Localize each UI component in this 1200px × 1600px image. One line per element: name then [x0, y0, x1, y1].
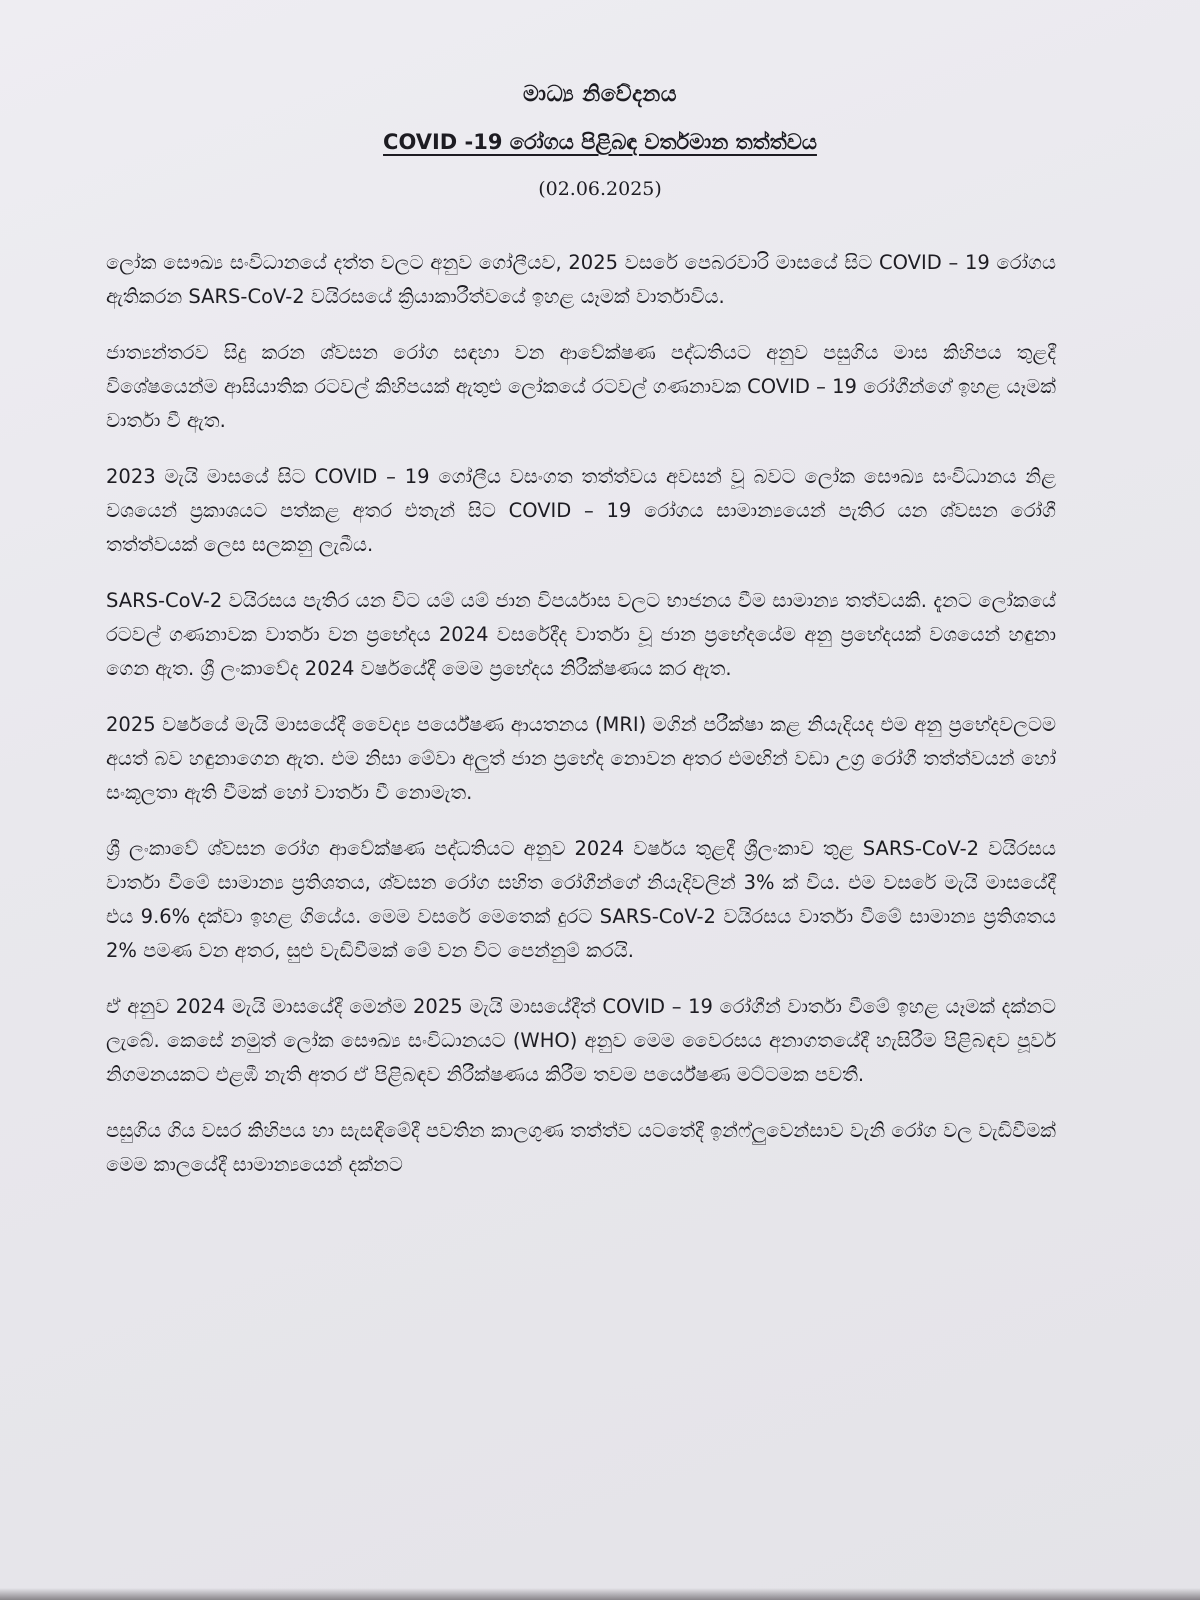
- paragraph-3: 2023 මැයි මාසයේ සිට COVID – 19 ගෝලීය වසංගත තත්ත්වය අවසන් වූ බවට ලෝක සෞඛ්‍ය සංවිධානය නිළ වශයෙන් ප්‍රකාශයට පත්කළ අතර එතැන් සිට COVID – 19 රෝගය සාමාන්‍යයෙන් පැතිර යන ශ්වසන රෝගී තත්ත්වයක් ලෙස සලකනු ලැබීය.: [106, 465, 1056, 556]
- paragraph-7: ඒ අනුව 2024 මැයි මාසයේදී මෙන්ම 2025 මැයි මාසයේදීත් COVID – 19 රෝගීන් වාර්තා වීමේ ඉහළ යෑමක් දක්නට ලැබේ. කෙසේ නමුත් ලෝක සෞඛ්‍ය සංවිධානයට (WHO) අනුව මෙම වෛරසය අනාගතයේදී හැසිරීම පිළිබඳව පූර්ව නිගමනයකට එළඹී නැති අතර ඒ පිළිබඳව නිරීක්ෂණය කිරීම තවම පර්යේෂණ මට්ටමක පවතී.: [106, 995, 1056, 1086]
- document-subtitle: [0, 130, 1200, 155]
- document-title: මාධ්‍ය නිවේදනය: [522, 82, 678, 107]
- paragraph-8: පසුගිය ගිය වසර කිහිපය හා සැසඳීමේදී පවතින කාලගුණ තත්ත්ව යටතේදී ඉන්ෆ්ලුවෙන්සාව වැනි රෝග වල වැඩිවීමක් මෙම කාලයේදී සාමාන්‍යයෙන් දක්නට: [106, 1119, 1056, 1176]
- document-subtitle-text: COVID -19 රෝගය පිළිබඳ වර්තමාන තත්ත්වය: [383, 130, 817, 154]
- paragraph-4: SARS-CoV-2 වයිරසය පැතිර යන විට යම් යම් ජාන විපර්යාස වලට භාජනය වීම සාමාන්‍ය තත්වයකි. දැනට ලෝකයේ රටවල් ගණනාවක වාර්තා වන ප්‍රභේදය 2024 වසරේදීද වාර්තා වූ ජාන ප්‍රභේදයේම අනු ප්‍රභේදයක් වශයෙන් හඳුනා ගෙන ඇත. ශ්‍රී ලංකාවේද 2024 වර්ෂයේදී මෙම ප්‍රභේදය නිරීක්ෂණය කර ඇත.: [106, 589, 1056, 680]
- paragraph-2: ජාත්‍යන්තරව සිදු කරන ශ්වසන රෝග සඳහා වන ආවේක්ෂණ පද්ධතියට අනුව පසුගිය මාස කිහිපය තුළදී විශේෂයෙන්ම ආසියාතික රටවල් කිහිපයක් ඇතුළු ලෝකයේ රටවල් ගණනාවක COVID – 19 රෝගීන්ගේ ඉහළ යෑමක් වාර්තා වී ඇත.: [106, 341, 1056, 432]
- document-body: [106, 246, 1056, 1204]
- paragraph-1: ලෝක සෞඛ්‍ය සංවිධානයේ දත්ත වලට අනුව ගෝලීයව, 2025 වසරේ පෙබරවාරි මාසයේ සිට COVID – 19 රෝගය ඇතිකරන SARS-CoV-2 වයිරසයේ ක්‍රියාකාරීත්වයේ ඉහළ යෑමක් වාර්තාවිය.: [106, 251, 1056, 308]
- document-date: (02.06.2025): [538, 178, 662, 200]
- paragraph-6: ශ්‍රී ලංකාවේ ශ්වසන රෝග ආවේක්ෂණ පද්ධතියට අනුව 2024 වර්ෂය තුළදී ශ්‍රීලංකාව තුළ SARS-CoV-2 වයිරසය වාර්තා වීමේ සාමාන්‍ය ප්‍රතිශතය, ශ්වසන රෝග සහිත රෝගීන්ගේ නියැදිවලින් 3% ක් විය. එම වසරේ මැයි මාසයේදී එය 9.6% දක්වා ඉහළ ගියේය. මෙම වසරේ මෙතෙක් දුරට SARS-CoV-2 වයිරසය වාර්තා වීමේ සාමාන්‍ය ප්‍රතිශතය 2% පමණ වන අතර, සුළු වැඩිවීමක් මේ වන විට පෙන්නුම් කරයි.: [106, 837, 1056, 962]
- paragraph-5: 2025 වර්ෂයේ මැයි මාසයේදී වෛද්‍ය පර්යේෂණ ආයතනය (MRI) මගින් පරීක්ෂා කළ නියැදියද එම අනු ප්‍රභේදවලටම අයත් බව හඳුනාගෙන ඇත. එම නිසා මේවා අලුත් ජාන ප්‍රභේද නොවන අතර එමඟින් වඩා උග්‍ර රෝගී තත්ත්වයන් හෝ සංකූලතා ඇති වීමක් හෝ වාර්තා වී නොමැත.: [106, 713, 1056, 804]
- page-edge-shadow: [0, 1588, 1200, 1600]
